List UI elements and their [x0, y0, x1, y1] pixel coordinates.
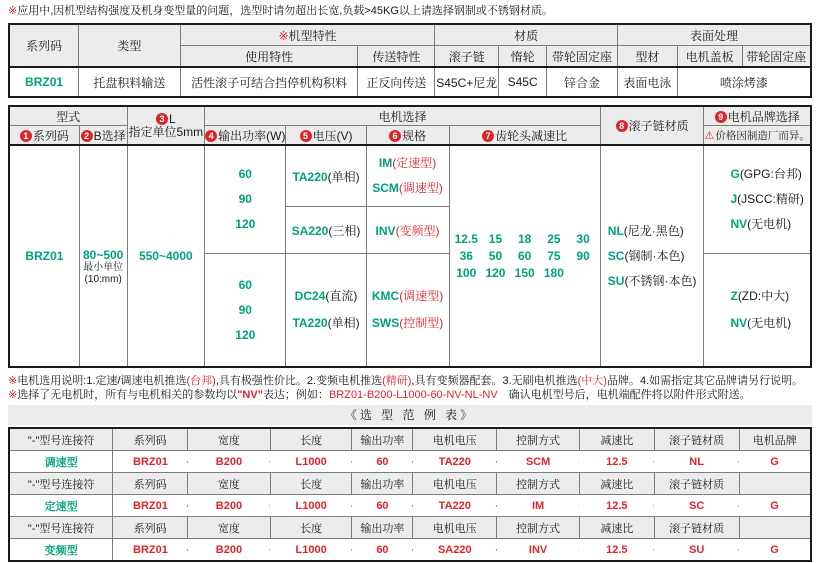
spec-series-code: BRZ01 — [9, 67, 79, 97]
spec-header-surface: 表面处理 — [617, 24, 811, 46]
note-line-2: ※选择了无电机时，所有与电机相关的参数均以"NV"表达；例如：BRZ01-B200-L1000-60-NV-NL-NV 确认电机型号后，电机端配件将以附件形式附送。 — [8, 389, 751, 401]
top-note-mark: ※ — [8, 5, 18, 17]
spec-option: SWS(控制型) — [371, 316, 444, 330]
sel-header-chain: 8 滚子链材质 — [600, 106, 704, 145]
sel-header-brand-warning: ⚠价格因制造厂而异。 — [704, 126, 811, 146]
sel-brands-lower — [704, 254, 811, 368]
spec-header-feature — [180, 24, 435, 46]
motor-notes — [8, 374, 812, 402]
voltage-option: TA220(单相) — [292, 316, 360, 330]
spec-usage: 活性滚子可结合挡停机构积料 — [180, 67, 358, 97]
circled-8: 8 — [616, 120, 628, 132]
sel-header-model: 型式 — [9, 106, 127, 126]
sel-spec-lower — [366, 254, 449, 368]
circled-5: 5 — [300, 130, 312, 142]
row-label: 定速型 — [9, 495, 113, 517]
sel-header-ratio: 7 齿轮头减速比 — [449, 126, 600, 146]
example-header-row: "-"型号连接符 系列码 宽度 长度 输出功率 电机电压 控制方式 减速比 滚子链材质 — [9, 517, 811, 539]
spec-option: KMC(调速型) — [371, 289, 444, 303]
circled-3: 3 — [156, 113, 168, 125]
sel-header-motor: 电机选择 — [205, 106, 601, 126]
sel-l-range: 550~4000 — [127, 145, 205, 367]
top-note-text: 应用中,因机型结构强度及机身变型量的问题，选型时请勿超出长宽,负载>45KG以上请选择钢制或不锈钢材质。 — [17, 5, 553, 17]
sel-header-power: 4 输出功率(W) — [205, 126, 286, 146]
spec-subheader-pulley-seat: 带轮固定座 — [547, 46, 618, 68]
sel-voltage-three-phase: SA220(三相) — [286, 207, 366, 254]
sel-spec-inv: INV(变频型) — [366, 207, 449, 254]
spec-row — [9, 67, 811, 97]
spec-subheader-usage: 使用特性 — [180, 46, 358, 68]
sel-header-brand: 9 电机品牌选择 — [704, 106, 811, 126]
spec-header-material: 材质 — [435, 24, 618, 46]
circled-4: 4 — [205, 130, 217, 142]
sel-header-length — [127, 106, 205, 145]
sel-spec-im-scm — [366, 145, 449, 207]
spec-subheader-pulley-seat2: 带轮固定座 — [742, 46, 811, 68]
example-row-inverter: 变频型 BRZ01 B200 L1000 60 SA220 INV 12.5 SU G — [9, 539, 811, 562]
sel-b-range — [79, 145, 127, 367]
spec-header-series: 系列码 — [9, 24, 79, 67]
sel-power-upper — [205, 145, 286, 254]
power-value: 90 — [238, 302, 252, 317]
feature-label: 机型特性 — [288, 28, 337, 43]
power-value: 60 — [238, 277, 252, 292]
sel-header-spec: 6 规格 — [366, 126, 449, 146]
spec-subheader-chain: 滚子链 — [435, 46, 499, 68]
row-label: 变频型 — [9, 539, 113, 562]
sel-header-series: 1 系列码 — [9, 126, 79, 146]
chain-option: SU(不锈钢·本色) — [607, 273, 697, 288]
brand-option: NV(无电机) — [730, 217, 792, 231]
spec-header-type: 类型 — [79, 24, 181, 67]
sel-voltage-single-phase: TA220(单相) — [286, 145, 366, 207]
ratio-grid: 12.5 15 18 25 30 36 50 60 75 90 100 120 150 180 — [454, 231, 590, 280]
example-table-title: 《选 型 范 例 表》 — [8, 405, 812, 425]
sel-header-voltage: 5 电压(V) — [286, 126, 366, 146]
spec-subheader-profile: 型材 — [617, 46, 677, 68]
chain-option: SC(钢制·本色) — [607, 248, 685, 263]
spec-chain-material: S45C+尼龙 — [435, 67, 499, 97]
sel-gear-ratios — [449, 145, 600, 367]
warning-icon: ⚠ — [704, 129, 715, 142]
spec-paint-finish: 喷涂烤漆 — [677, 67, 811, 97]
length-label: 3 L — [128, 113, 205, 126]
length-unit: 指定单位5mm — [128, 124, 204, 139]
feature-mark: ※ — [278, 28, 289, 43]
circled-6: 6 — [389, 130, 401, 142]
voltage-option: DC24(直流) — [294, 289, 358, 303]
spec-subheader-transfer: 传送特性 — [358, 46, 435, 68]
spec-table — [8, 23, 812, 98]
example-row-constant-speed: 定速型 BRZ01 B200 L1000 60 TA220 IM 12.5 SC G — [9, 495, 811, 517]
sel-chain-materials — [600, 145, 704, 367]
brand-option: NV(无电机) — [730, 316, 792, 330]
sel-header-b: 2 B选择 — [79, 126, 127, 146]
top-note — [8, 5, 812, 18]
selection-table — [8, 105, 812, 368]
sel-series-code: BRZ01 — [9, 145, 79, 367]
circled-2: 2 — [81, 130, 93, 142]
circled-1: 1 — [20, 130, 32, 142]
note-line-1: ※电机选用说明:1.定速/调速电机推选(台邦),具有极强性价比。2.变频电机推选(精研),具有变频器配套。3.无刷电机推选(中大)品牌。4.如需指定其它品牌请另行说明。 — [8, 375, 804, 387]
brand-option: J(JSCC:精研) — [730, 192, 804, 206]
row-label: 调速型 — [9, 451, 113, 473]
sel-power-lower — [205, 254, 286, 368]
circled-9: 9 — [715, 111, 727, 123]
circled-7: 7 — [482, 130, 494, 142]
example-table — [8, 427, 812, 562]
sel-voltage-lower — [286, 254, 366, 368]
chain-option: NL(尼龙·黑色) — [607, 223, 684, 238]
spec-option: IM(定速型) — [378, 156, 437, 170]
spec-type: 托盘积料输送 — [79, 67, 181, 97]
example-header-row: "-"型号连接符 系列码 宽度 长度 输出功率 电机电压 控制方式 减速比 滚子链材质 电机品牌 — [9, 428, 811, 451]
b-range-value: 80~500 — [82, 248, 124, 262]
power-value: 60 — [238, 167, 252, 181]
sel-brands-upper — [704, 145, 811, 254]
example-header-row: "-"型号连接符 系列码 宽度 长度 输出功率 电机电压 控制方式 减速比 滚子链材质 — [9, 473, 811, 495]
spec-subheader-idler: 惰轮 — [499, 46, 547, 68]
power-value: 90 — [238, 192, 252, 206]
b-range-unit: (10:mm) — [84, 274, 122, 285]
brand-option: Z(ZD:中大) — [730, 289, 790, 303]
power-value: 120 — [235, 217, 256, 231]
spec-transfer: 正反向传送 — [358, 67, 435, 97]
spec-idler-material: S45C — [499, 67, 547, 97]
spec-profile-finish: 表面电泳 — [617, 67, 677, 97]
spec-option: SCM(调速型) — [372, 181, 443, 195]
power-value: 120 — [235, 327, 256, 342]
brand-option: G(GPG:台邦) — [730, 167, 802, 181]
b-range-note: 最小单位 — [83, 262, 124, 273]
spec-subheader-motor-cover: 电机盖板 — [677, 46, 742, 68]
spec-pulley-seat-material: 锌合金 — [547, 67, 618, 97]
example-row-speed-control: 调速型 BRZ01 B200 L1000 60 TA220 SCM 12.5 NL G — [9, 451, 811, 473]
